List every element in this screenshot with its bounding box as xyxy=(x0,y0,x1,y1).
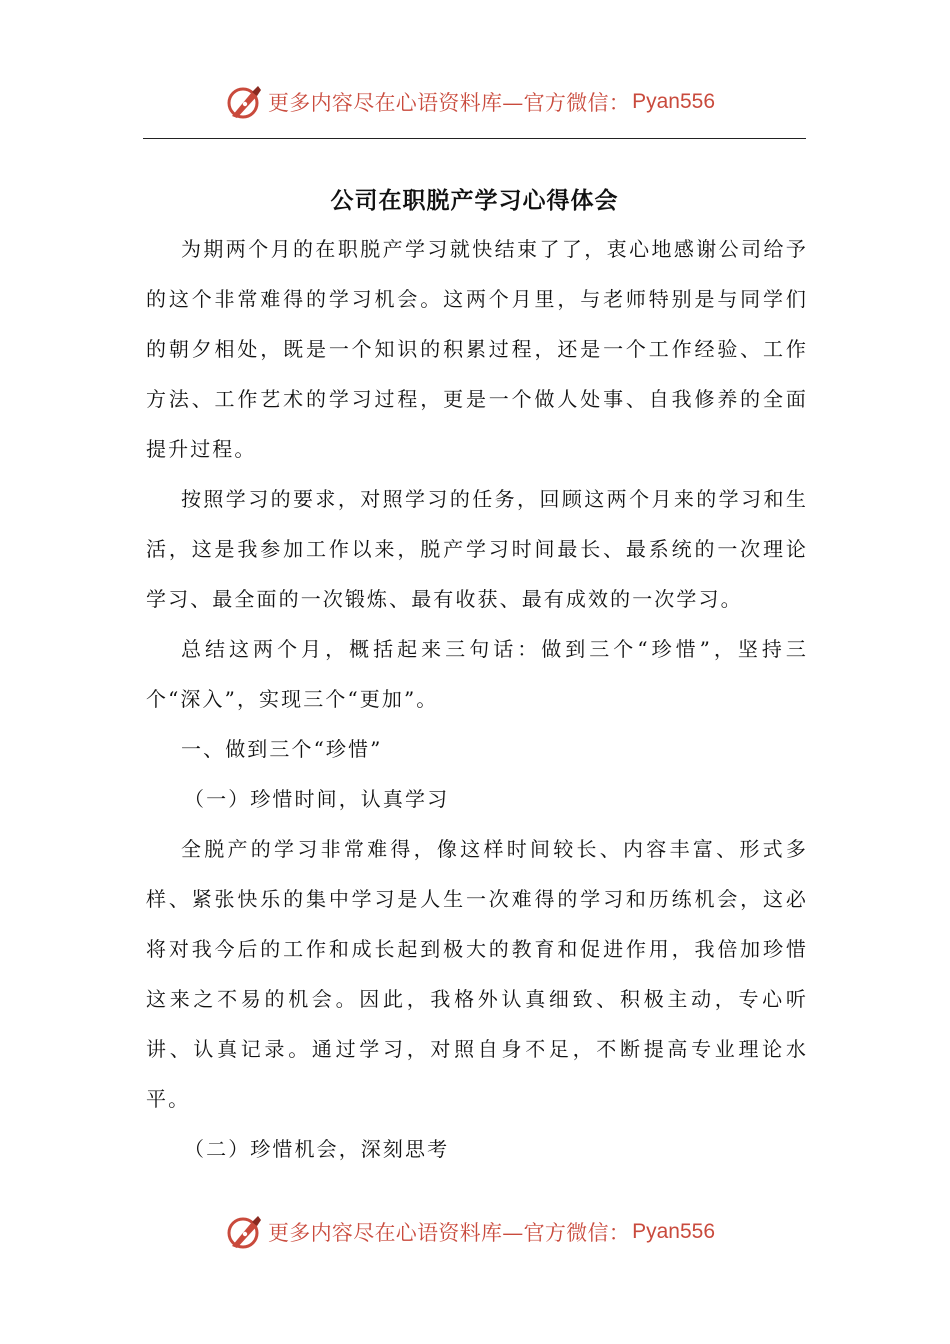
header-divider xyxy=(143,138,806,139)
subsection-heading: （二）珍惜机会，深刻思考 xyxy=(184,1137,450,1161)
footer-watermark xyxy=(224,1210,715,1254)
body-paragraph: 全脱产的学习非常难得，像这样时间较长、内容丰富、形式多样、紧张快乐的集中学习是人生一次难得的学习和历练机会，这必将对我今后的工作和成长起到极大的教育和促进作用，我倍加珍惜这来之不易的机会。因此，我格外认真细致、积极主动，专心听讲、认真记录。通过学习，对照自身不足，不断提高专业理论水平。 xyxy=(146,837,808,1111)
pen-nib-circle-icon xyxy=(224,82,264,122)
body-paragraph: 总结这两个月，概括起来三句话：做到三个“珍惜”，坚持三个“深入”，实现三个“更加”。 xyxy=(146,637,808,711)
subsection-heading: （一）珍惜时间，认真学习 xyxy=(184,787,450,811)
document-title: 公司在职脱产学习心得体会 xyxy=(330,188,619,215)
body-paragraph: 为期两个月的在职脱产学习就快结束了了，衷心地感谢公司给予的这个非常难得的学习机会。这两个月里，与老师特别是与同学们的朝夕相处，既是一个知识的积累过程，还是一个工作经验、工作方法、工作艺术的学习过程，更是一个做人处事、自我修养的全面提升过程。 xyxy=(146,237,808,461)
watermark-wechat-id: Pyan556 xyxy=(632,1220,716,1243)
watermark-wechat-id: Pyan556 xyxy=(632,90,716,113)
body-paragraph: 按照学习的要求，对照学习的任务，回顾这两个月来的学习和生活，这是我参加工作以来，脱产学习时间最长、最系统的一次理论学习、最全面的一次锻炼、最有收获、最有成效的一次学习。 xyxy=(146,487,808,611)
watermark-text: 更多内容尽在心语资料库—官方微信： xyxy=(268,1221,631,1245)
document-body xyxy=(146,224,808,1174)
section-heading: 一、做到三个“珍惜” xyxy=(181,737,383,761)
pen-nib-circle-icon xyxy=(224,1212,264,1252)
watermark-text: 更多内容尽在心语资料库—官方微信： xyxy=(268,91,631,115)
header-watermark xyxy=(224,80,715,124)
